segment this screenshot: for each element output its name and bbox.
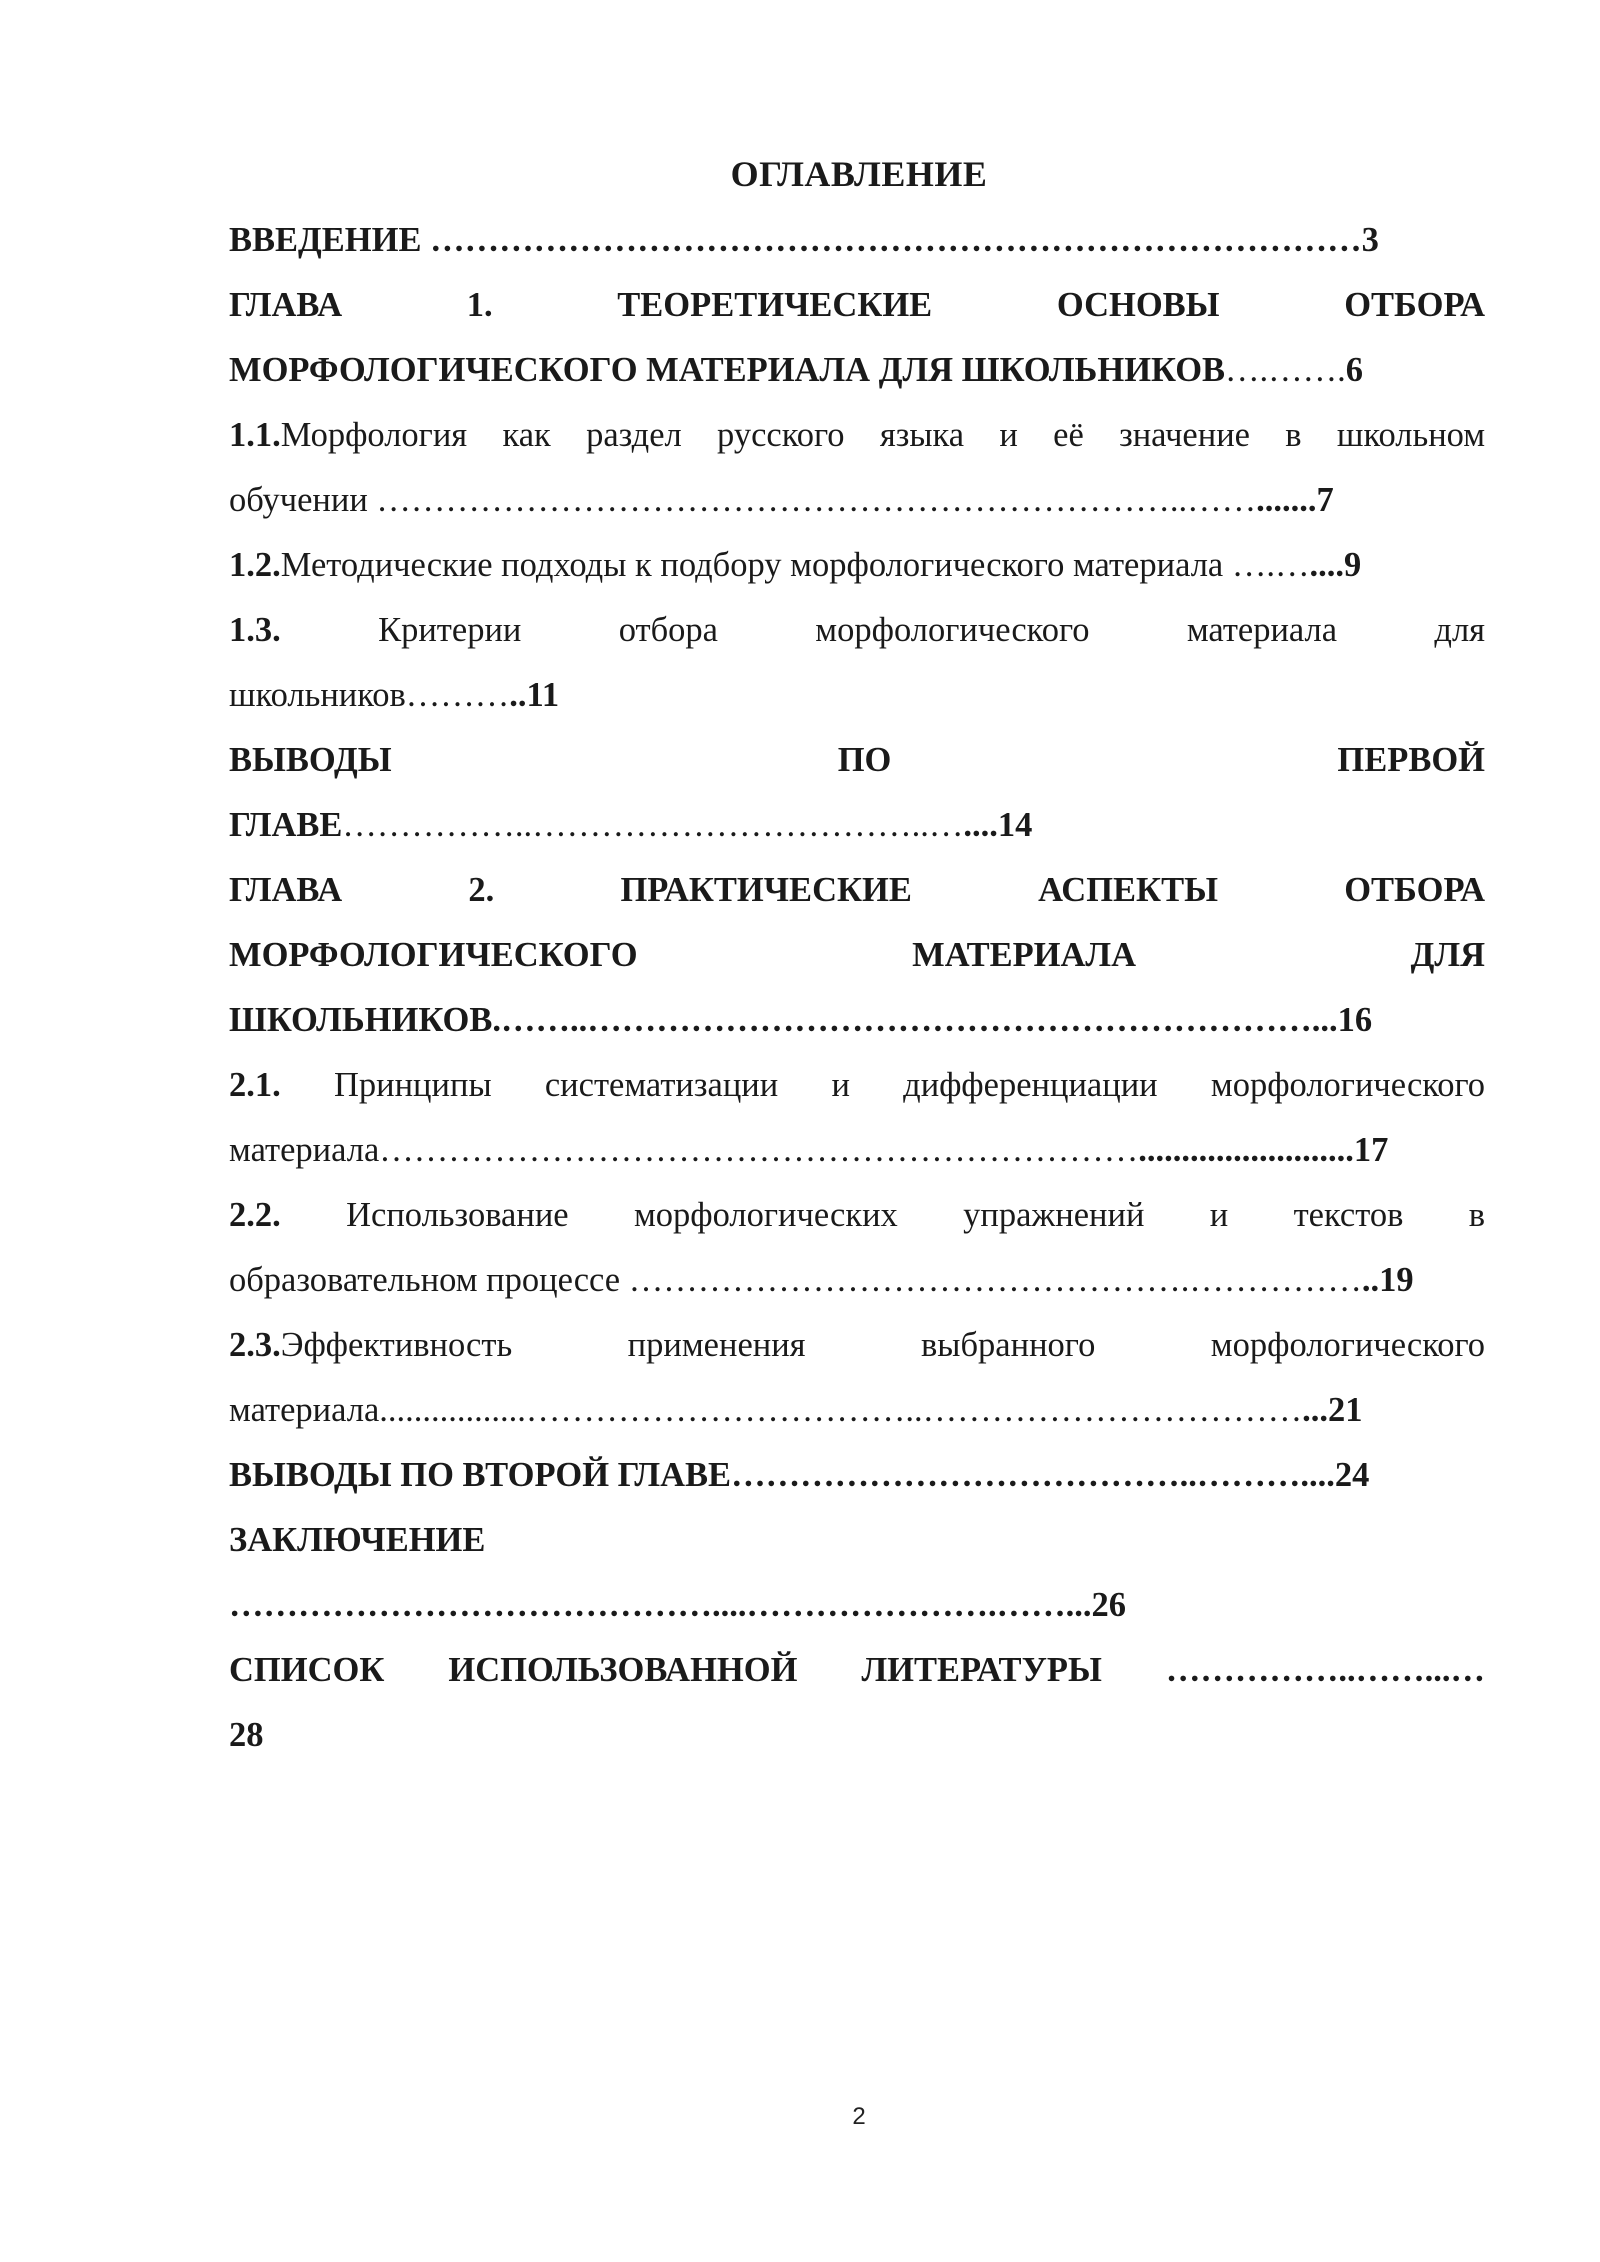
toc-page-number: 26 <box>1091 1586 1126 1624</box>
toc-leader: ... <box>1302 1391 1329 1429</box>
toc-entry-text: материала………………………………………………………… <box>229 1131 1139 1169</box>
toc-entry-label: СПИСОК ИСПОЛЬЗОВАННОЙ ЛИТЕРАТУРЫ <box>229 1651 1102 1689</box>
toc-entry-text: Методические подходы к подбору морфологического материала ….… <box>280 546 1310 584</box>
toc-entry-label: ГЛАВЕ <box>229 806 343 844</box>
toc-word: ТЕОРЕТИЧЕСКИЕ <box>617 286 933 324</box>
toc-word: МОРФОЛОГИЧЕСКОГО <box>229 936 638 974</box>
toc-word: и <box>999 416 1018 454</box>
toc-section-number: 2.3. <box>229 1326 281 1364</box>
toc-page-number: 17 <box>1353 1131 1389 1169</box>
toc-word: АСПЕКТЫ <box>1038 871 1218 909</box>
toc-entry-label: МОРФОЛОГИЧЕСКОГО МАТЕРИАЛА ДЛЯ ШКОЛЬНИКОВ <box>229 351 1226 389</box>
toc-section-number: 1.2. <box>229 546 281 584</box>
toc-word: применения <box>627 1326 806 1364</box>
toc-word: систематизации <box>544 1066 779 1104</box>
toc-entry-text: образовательном процессе ………………………………………….…………… <box>229 1261 1362 1299</box>
toc-page-number: 19 <box>1379 1261 1414 1299</box>
toc-heading-text: ОГЛАВЛЕНИЕ <box>730 154 988 194</box>
toc-word: раздел <box>586 416 682 454</box>
toc-word: ОТБОРА <box>1344 286 1485 324</box>
toc-section-text <box>229 416 467 454</box>
toc-word: 1. <box>466 286 493 324</box>
toc-entry-chapter-2-line-1[interactable] <box>229 858 1485 923</box>
toc-word: дифференциации <box>903 1066 1158 1104</box>
toc-entry-label: ЗАКЛЮЧЕНИЕ <box>229 1521 486 1559</box>
toc-word: ГЛАВА <box>229 286 343 324</box>
toc-page-number: 11 <box>526 676 560 714</box>
toc-word: упражнений <box>963 1196 1145 1234</box>
toc-leader: .. <box>509 676 527 714</box>
toc-entry-section-1-3-line-2[interactable] <box>229 663 1485 728</box>
toc-leader: ……………………………………....………………….…… <box>229 1586 1066 1624</box>
toc-entry-label: ВЫВОДЫ ПО ВТОРОЙ ГЛАВЕ <box>229 1456 732 1494</box>
toc-word: ПО <box>837 741 892 779</box>
toc-leader: ….……. <box>1225 351 1346 389</box>
toc-heading <box>59 150 1600 198</box>
toc-entry-section-2-3-line-2[interactable] <box>229 1378 1485 1443</box>
toc-entry-introduction[interactable] <box>229 208 1485 273</box>
toc-word: выбранного <box>921 1326 1096 1364</box>
toc-word: для <box>1434 611 1485 649</box>
toc-entry-chapter-1-line-2[interactable] <box>229 338 1485 403</box>
toc-page-number: 9 <box>1343 546 1362 584</box>
toc-section-number: 1.3. <box>229 611 281 649</box>
toc-leader: ……………..……...… <box>1165 1651 1485 1689</box>
toc-leader: ……………..……………………………..… <box>342 806 964 844</box>
toc-entry-section-1-1-line-1[interactable] <box>229 403 1485 468</box>
toc-section-number: 2.2. <box>229 1196 281 1234</box>
toc-word: ПРАКТИЧЕСКИЕ <box>620 871 912 909</box>
toc-entry-references-line-1[interactable] <box>229 1638 1485 1703</box>
toc-entry-conclusions-1-line-2[interactable] <box>229 793 1485 858</box>
toc-word: 2. <box>468 871 495 909</box>
toc-word: как <box>502 416 551 454</box>
toc-leader-dots: ... <box>1308 1456 1335 1494</box>
toc-page-number: 16 <box>1337 1001 1373 1039</box>
toc-leader-dots: .. <box>1320 1001 1338 1039</box>
toc-word: Эффективность <box>280 1326 513 1364</box>
toc-entry-chapter-2-line-3[interactable] <box>229 988 1485 1053</box>
toc-section-number: 1.1. <box>229 416 281 454</box>
toc-page-number: 24 <box>1334 1456 1370 1494</box>
table-of-contents <box>229 208 1485 1768</box>
toc-word: ОТБОРА <box>1344 871 1485 909</box>
toc-word: в <box>1285 416 1302 454</box>
toc-entry-section-2-1-line-2[interactable] <box>229 1118 1485 1183</box>
toc-word: морфологических <box>633 1196 898 1234</box>
toc-word: морфологического <box>1210 1066 1485 1104</box>
toc-entry-label: ВВЕДЕНИЕ <box>229 221 431 259</box>
toc-entry-text: школьников……… <box>229 676 510 714</box>
toc-word: ПЕРВОЙ <box>1337 741 1485 779</box>
toc-word: отбора <box>618 611 718 649</box>
toc-leader: .... <box>1309 546 1344 584</box>
toc-word: текстов <box>1293 1196 1404 1234</box>
toc-entry-chapter-2-line-2[interactable] <box>229 923 1485 988</box>
toc-word: ГЛАВА <box>229 871 343 909</box>
toc-page-number: 7 <box>1316 481 1334 519</box>
toc-word: морфологического <box>815 611 1090 649</box>
toc-word: её <box>1053 416 1084 454</box>
toc-word: русского <box>717 416 845 454</box>
toc-word: материала <box>1186 611 1338 649</box>
toc-word: и <box>831 1066 850 1104</box>
toc-word: и <box>1209 1196 1229 1234</box>
toc-entry-section-1-2[interactable] <box>229 533 1485 598</box>
page-number: 2 <box>852 2103 866 2130</box>
toc-entry-section-2-2-line-1[interactable] <box>229 1183 1485 1248</box>
toc-word: ВЫВОДЫ <box>229 741 392 779</box>
toc-entry-section-1-3-line-1[interactable] <box>229 598 1485 663</box>
toc-word: ДЛЯ <box>1410 936 1485 974</box>
toc-page-number: 21 <box>1328 1391 1363 1429</box>
toc-leader: ....... <box>1256 481 1317 519</box>
toc-entry-section-1-1-line-2[interactable] <box>229 468 1485 533</box>
toc-leader-dots: .... <box>963 806 998 844</box>
toc-leader: ......................... <box>1138 1131 1354 1169</box>
toc-word: Принципы <box>333 1066 492 1104</box>
toc-entry-section-2-3-line-1[interactable] <box>229 1313 1485 1378</box>
toc-section-text <box>229 1326 512 1364</box>
toc-word: МАТЕРИАЛА <box>912 936 1137 974</box>
toc-leader-dots: ... <box>1065 1586 1092 1624</box>
toc-entry-chapter-1-line-1[interactable] <box>229 273 1485 338</box>
toc-word: Критерии <box>378 611 522 649</box>
toc-word: значение <box>1119 416 1250 454</box>
toc-word: школьном <box>1336 416 1485 454</box>
toc-word: Морфология <box>280 416 468 454</box>
toc-entry-conclusion-line-1[interactable] <box>229 1508 1485 1573</box>
toc-entry-conclusions-2[interactable] <box>229 1443 1485 1508</box>
toc-page-number: 6 <box>1345 351 1364 389</box>
toc-page-number: 14 <box>997 806 1033 844</box>
toc-leader: .. <box>1361 1261 1380 1299</box>
toc-entry-references-line-2[interactable] <box>229 1703 1485 1768</box>
toc-leader: .……..………………………………………………………. <box>492 1001 1321 1039</box>
toc-entry-text: обучении ……………………………………………………………..…… <box>229 481 1257 519</box>
toc-entry-section-2-1-line-1[interactable] <box>229 1053 1485 1118</box>
toc-page-number: 3 <box>1361 221 1379 259</box>
toc-leader: …………………………………..………. <box>731 1456 1309 1494</box>
toc-entry-conclusion-line-2[interactable] <box>229 1573 1485 1638</box>
toc-word: морфологического <box>1210 1326 1485 1364</box>
toc-word: в <box>1468 1196 1485 1234</box>
toc-page-number: 28 <box>229 1716 264 1754</box>
toc-entry-conclusions-1-line-1[interactable] <box>229 728 1485 793</box>
toc-entry-section-2-2-line-2[interactable] <box>229 1248 1485 1313</box>
toc-entry-label: ШКОЛЬНИКОВ <box>229 1001 493 1039</box>
toc-section-number: 2.1. <box>229 1066 281 1104</box>
toc-word: Использование <box>346 1196 569 1234</box>
toc-word: языка <box>879 416 965 454</box>
toc-entry-text: материала.................……………………………..…………………………… <box>229 1391 1303 1429</box>
toc-leader: ……………………………………………………………………… <box>430 221 1362 259</box>
toc-word: ОСНОВЫ <box>1056 286 1220 324</box>
